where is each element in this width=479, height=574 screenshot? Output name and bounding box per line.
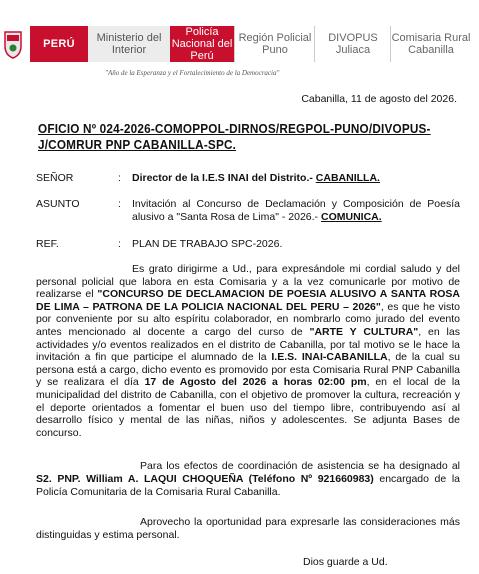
body-paragraph-1: Es grato dirigirme a Ud., para expresándole mi cordial saludo y del personal policial que labora en esta Comisaria y a la vez comunicarle por motivo de realizarse el "CONCURSO DE DECLAMACION DE POESIA ALUSIVO A SANTA ROSA DE LIMA – PATRONA DE LA POLICIA NACIONAL DEL PERU – 2026", es que he visto por conveniente por su alto espíritu colaborador, en nombrarlo como jurado del evento antes mencionado al docente a cargo del curso de "ARTE Y CULTURA", en las actividades y/o eventos realizados en el distrito de Cabanilla, por tal motivo se le hace la invitación a fin que participe el alumnado de la I.E.S. INAI-CABANILLA, de la cual su persona está a cargo, dicho evento es promovido por esta Comisaria Rural PNP Cabanilla y se realizara el día 17 de Agosto del 2026 a horas 02:00 pm, en el local de la municipalidad del distrito de Cabanilla, con el objetivo de promover la cultura, recreación y el deporte orientados a fomentar el buen uso del tiempo libre, contribuyendo así al desarrollo físico y mental de las niñas, niños y adolescentes. Se adjunta Bases de concurso. [36,263,460,439]
comisaria-label: Comisaria Rural Cabanilla [390,26,471,62]
body-paragraph-3: Aprovecho la oportunidad para expresarle las consideraciones más distinguidas y estima personal. [36,516,460,541]
ref-label: REF. [36,238,59,250]
asunto-label: ASUNTO [36,198,80,210]
peru-label: PERÚ [30,26,88,62]
motto: "Año de la Esperanza y el Fortalecimiento de la Democracia" [105,69,280,77]
letterhead [0,22,479,66]
police-label: Policía Nacional del Perú [171,26,233,62]
colon: : [118,172,121,184]
letter-date: Cabanilla, 11 de agosto del 2026. [301,93,457,105]
senor-value: Director de la I.E.S INAI del Distrito.- CABANILLA. [132,172,380,184]
closing: Dios guarde a Ud. [303,556,388,568]
coat-of-arms-icon [2,28,24,60]
ministry-label: Ministerio del Interior [88,26,170,62]
region-label: Región Policial Puno [234,26,315,62]
senor-label: SEÑOR [36,172,74,184]
ref-value: PLAN DE TRABAJO SPC-2026. [132,238,283,250]
colon: : [118,238,121,250]
divopus-label: DIVOPUS Juliaca [314,26,391,62]
colon: : [118,198,121,210]
asunto-value: Invitación al Concurso de Declamación y Composición de Poesía alusivo a "Santa Rosa de Lima" - 2026.- COMUNICA. [132,198,460,223]
body-paragraph-2: Para los efectos de coordinación de asistencia se ha designado al S2. PNP. William A. LAQUI CHOQUEÑA (Teléfono Nº 921660983) encargado de la Policía Comunitaria de la Comisaria Rural Cabanilla. [36,460,460,498]
oficio-title: OFICIO Nº 024-2026-COMOPPOL-DIRNOS/REGPOL-PUNO/DIVOPUS-J/COMRUR PNP CABANILLA-SPC. [38,122,431,152]
